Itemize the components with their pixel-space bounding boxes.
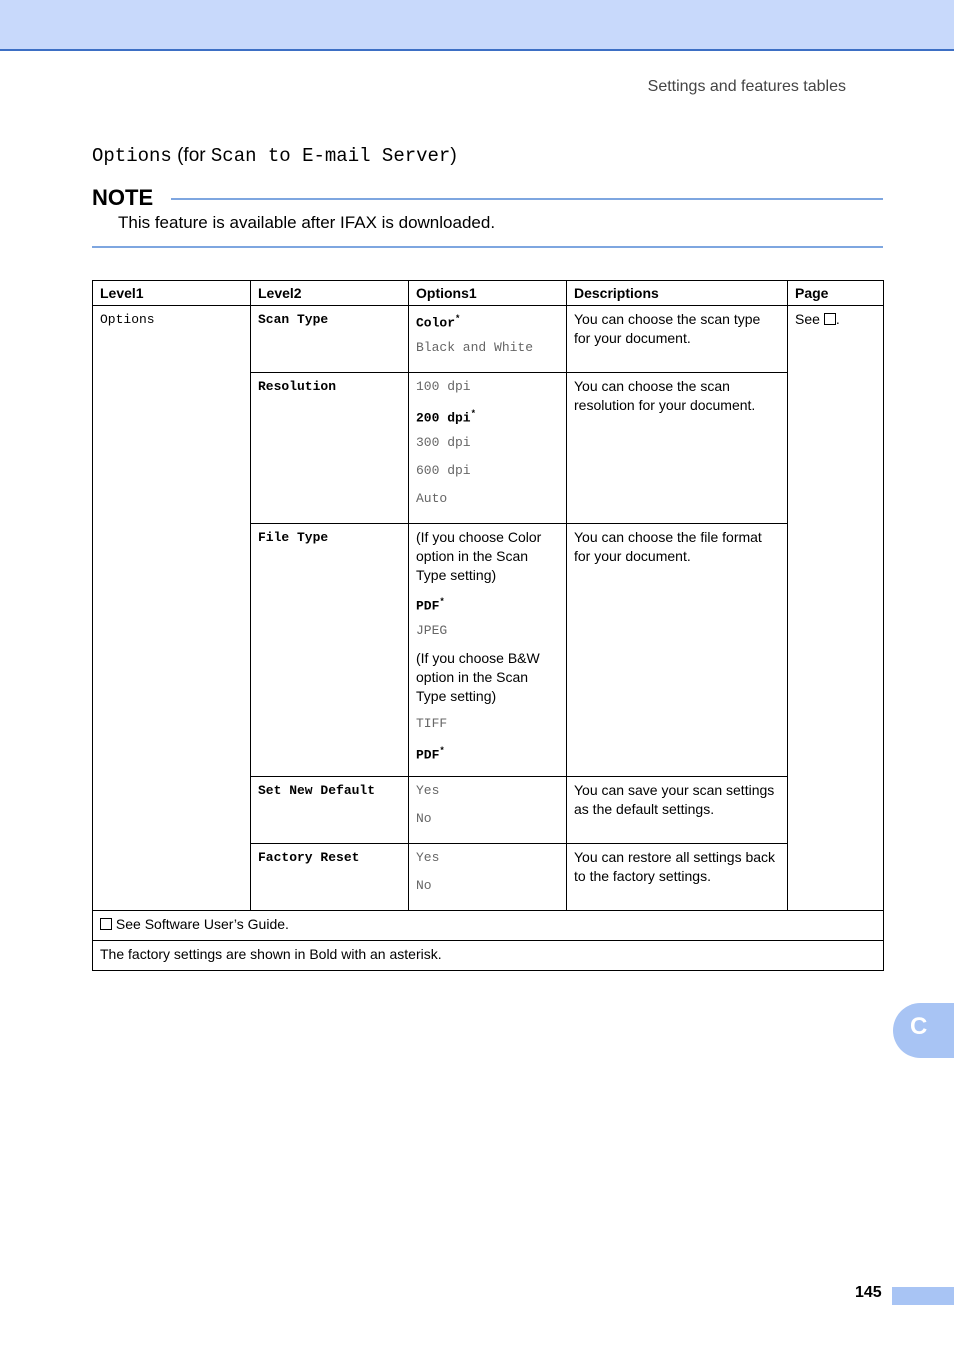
option-note: (If you choose Color option in the Scan Type setting): [416, 529, 542, 583]
option-text: TIFF: [416, 716, 448, 731]
chapter-tab: [893, 1003, 954, 1058]
description-cell: You can choose the scan type for your document.: [567, 306, 788, 373]
option-text: Color: [416, 315, 456, 331]
header-descriptions: Descriptions: [567, 281, 788, 306]
description-cell: You can restore all settings back to the factory settings.: [567, 844, 788, 911]
option-text: No: [416, 878, 432, 893]
section-title-for: (for: [177, 145, 206, 166]
running-title: Settings and features tables: [647, 78, 846, 95]
default-asterisk: *: [470, 409, 477, 419]
option-value: [416, 461, 559, 489]
page-cell: [788, 306, 884, 911]
level2-cell: Resolution: [251, 373, 409, 524]
page-see: See: [795, 311, 820, 327]
description-cell: You can choose the file format for your document.: [567, 524, 788, 777]
chapter-tab-letter: C: [910, 1013, 928, 1040]
option-value: [416, 714, 559, 742]
option-text: PDF: [416, 747, 440, 763]
header-level2: Level2: [251, 281, 409, 306]
section-title-scan: Scan to E-mail Server: [210, 145, 451, 167]
options-cell: [409, 777, 567, 844]
option-text: No: [416, 811, 432, 826]
options-cell: [409, 844, 567, 911]
default-asterisk: *: [439, 597, 445, 607]
description-cell: You can save your scan settings as the default settings.: [567, 777, 788, 844]
option-text: 600 dpi: [416, 463, 471, 478]
note-rule-bottom: [92, 246, 883, 248]
option-value: [416, 621, 559, 649]
option-value: [416, 489, 559, 517]
option-value: [416, 433, 559, 461]
note-rule-top: [171, 198, 883, 200]
software-guide-icon: [824, 313, 836, 325]
option-value: [416, 377, 559, 405]
option-text: Yes: [416, 850, 440, 865]
header-level1: Level1: [93, 281, 251, 306]
footnote-row-factory: [93, 941, 884, 971]
options-cell: [409, 306, 567, 373]
option-text: PDF: [416, 598, 440, 614]
default-asterisk: *: [439, 746, 445, 756]
option-text: 200 dpi: [416, 410, 471, 426]
option-text: Yes: [416, 783, 440, 798]
page-number: 145: [855, 1284, 882, 1301]
section-title-options: Options: [92, 145, 172, 167]
footnote-row-guide: [93, 911, 884, 941]
table-row: [93, 306, 884, 373]
header-band: [0, 0, 954, 51]
option-value: [416, 338, 559, 366]
option-value: [416, 405, 559, 433]
description-cell: You can choose the scan resolution for your document.: [567, 373, 788, 524]
option-value: [416, 310, 559, 338]
option-note: (If you choose B&W option in the Scan Type setting): [416, 650, 540, 704]
option-value: [416, 876, 559, 904]
footnote-guide-text: See Software User’s Guide.: [115, 916, 289, 932]
settings-table: [92, 280, 884, 971]
option-value: [416, 781, 559, 809]
note-text: This feature is available after IFAX is downloaded.: [118, 213, 496, 232]
level2-cell: Scan Type: [251, 306, 409, 373]
level2-cell: Factory Reset: [251, 844, 409, 911]
header-options1: Options1: [409, 281, 567, 306]
note-label: NOTE: [92, 185, 154, 210]
option-value: [416, 593, 559, 621]
default-asterisk: *: [455, 314, 461, 324]
table-header-row: [93, 281, 884, 306]
option-text: Black and White: [416, 340, 534, 355]
level2-cell: File Type: [251, 524, 409, 777]
option-value: [416, 848, 559, 876]
option-value: [416, 742, 559, 770]
header-page: Page: [788, 281, 884, 306]
level2-cell: Set New Default: [251, 777, 409, 844]
option-text: JPEG: [416, 623, 448, 638]
option-text: Auto: [416, 491, 448, 506]
section-title: [92, 145, 457, 167]
option-text: 300 dpi: [416, 435, 471, 450]
footnote-factory: The factory settings are shown in Bold with an asterisk.: [93, 941, 884, 971]
options-cell: [409, 373, 567, 524]
section-title-close: ): [450, 145, 457, 166]
footnote-guide: [93, 911, 884, 941]
page-number-bar: [892, 1287, 954, 1305]
page-suffix: .: [835, 311, 840, 327]
option-value: [416, 809, 559, 837]
level1-cell: Options: [93, 306, 251, 911]
options-cell: [409, 524, 567, 777]
software-guide-icon: [100, 918, 112, 930]
option-text: 100 dpi: [416, 379, 471, 394]
